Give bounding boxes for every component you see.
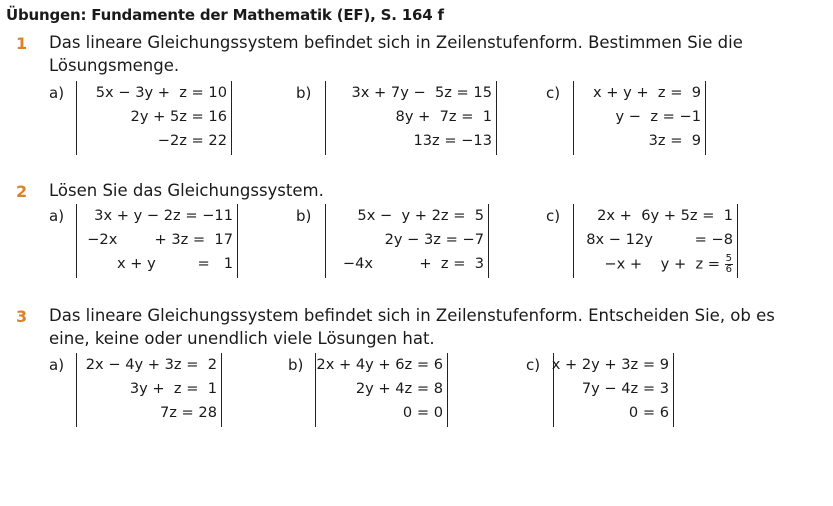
equation-row: x + y + z = 9: [592, 84, 701, 101]
task-3a-system: [76, 353, 222, 427]
equation-row: 8y + 7z = 1: [395, 108, 492, 125]
equation-row: −2z = 22: [157, 132, 227, 149]
equation-row: 2y + 5z = 16: [130, 108, 227, 125]
task-1a-label: a): [49, 84, 65, 102]
task-1b-system: [325, 81, 497, 155]
equation-row: −2x + 3z = 17: [87, 231, 233, 248]
equation-row: 2y + 4z = 8: [355, 380, 443, 397]
task-3-text-line2: eine, keine oder unendlich viele Lösungen hat.: [49, 329, 435, 348]
equation-row: 7z = 28: [159, 404, 217, 421]
task-2-number: 2: [16, 182, 28, 201]
equation-row: 0 = 6: [628, 404, 669, 421]
equation-row: 5x − y + 2z = 5: [357, 207, 484, 224]
equation-row: 13z = −13: [413, 132, 492, 149]
equation-row: 2x − 4y + 3z = 2: [85, 356, 217, 373]
task-3a-label: a): [49, 356, 65, 374]
equation-row: 2x + 4y + 6z = 6: [316, 356, 443, 373]
task-2a-system: [76, 204, 238, 278]
task-2a-label: a): [49, 207, 65, 225]
equation-row: 3x + y − 2z = −11: [94, 207, 233, 224]
task-3c-label: c): [526, 356, 541, 374]
task-1-text-line2: Lösungsmenge.: [49, 56, 180, 75]
equation-row: x + 2y + 3z = 9: [551, 356, 669, 373]
task-1c-label: c): [546, 84, 561, 102]
equation-row: 3x + 7y − 5z = 15: [351, 84, 492, 101]
task-1-text-line1: Das lineare Gleichungssystem befindet sich in Zeilenstufenform. Bestimmen Sie die: [49, 33, 743, 52]
task-2b-label: b): [296, 207, 312, 225]
fraction-numerator: 5: [725, 253, 732, 264]
equation-row: y − z = −1: [615, 108, 701, 125]
task-1a-system: [76, 81, 232, 155]
task-2b-system: [325, 204, 489, 278]
fraction-denominator: 6: [725, 264, 732, 275]
task-2c-label: c): [546, 207, 561, 225]
equation-row: 7y − 4z = 3: [581, 380, 669, 397]
task-1b-label: b): [296, 84, 312, 102]
task-1c-system: [573, 81, 706, 155]
task-2-text-line1: Lösen Sie das Gleichungssystem.: [49, 181, 324, 200]
equation-row: 2x + 6y + 5z = 1: [597, 207, 733, 224]
equation-row: 8x − 12y = −8: [586, 231, 733, 248]
task-2c-system: [573, 204, 738, 278]
equation-row-text: −x + y + z =: [604, 255, 725, 273]
page-title: Übungen: Fundamente der Mathematik (EF), S. 164 f: [6, 6, 444, 24]
equation-row: 5x − 3y + z = 10: [95, 84, 227, 101]
task-3-text-line1: Das lineare Gleichungssystem befindet sich in Zeilenstufenform. Entscheiden Sie, ob es: [49, 306, 775, 325]
equation-row: 3z = 9: [648, 132, 701, 149]
task-1-number: 1: [16, 34, 28, 53]
equation-row: x + y = 1: [117, 255, 233, 272]
task-3b-label: b): [288, 356, 304, 374]
equation-row: 3y + z = 1: [129, 380, 217, 397]
equation-row: −4x + z = 3: [342, 255, 484, 272]
task-3c-system: [553, 353, 674, 427]
task-3-number: 3: [16, 307, 28, 326]
equation-row-with-fraction: [604, 254, 733, 275]
task-3b-system: [315, 353, 448, 427]
equation-row: 0 = 0: [402, 404, 443, 421]
fraction: [725, 254, 733, 275]
equation-row: 2y − 3z = −7: [384, 231, 484, 248]
